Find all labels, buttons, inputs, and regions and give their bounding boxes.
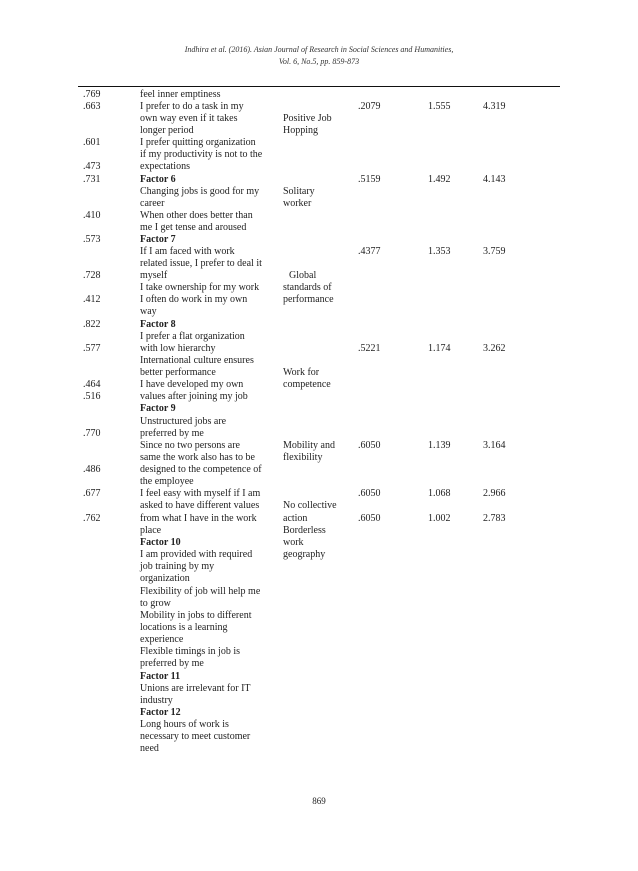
item-text: If I am faced with work (140, 246, 235, 257)
loading-value: .677 (83, 488, 101, 499)
item-text: longer period (140, 125, 194, 136)
factor-name: No collective (283, 500, 337, 511)
item-text: asked to have different values (140, 500, 260, 511)
item-text: same the work also has to be (140, 452, 255, 463)
loading-value: .464 (83, 379, 101, 390)
loading-value: .762 (83, 513, 101, 524)
item-text: Since no two persons are (140, 440, 240, 451)
factor-name: Borderless (283, 525, 326, 536)
item-text: I take ownership for my work (140, 282, 260, 293)
eigenvalue-value: 1.174 (428, 343, 451, 354)
item-text: the employee (140, 476, 194, 487)
loading-value: .728 (83, 270, 101, 281)
item-text: preferred by me (140, 658, 204, 669)
reliability-value: .6050 (358, 488, 381, 499)
factor-name: Hopping (283, 125, 318, 136)
item-text: if my productivity is not to the (140, 149, 263, 160)
table-top-rule (78, 86, 560, 87)
loading-value: .770 (83, 428, 101, 439)
factor-heading: Factor 9 (140, 403, 176, 414)
factor-heading: Factor 7 (140, 234, 176, 245)
factor-name: geography (283, 549, 326, 560)
item-text: When other does better than (140, 210, 253, 221)
item-text: preferred by me (140, 428, 204, 439)
item-text: job training by my (140, 561, 215, 572)
reliability-value: .4377 (358, 246, 381, 257)
loading-value: .601 (83, 137, 101, 148)
item-text: expectations (140, 161, 190, 172)
loading-value: .473 (83, 161, 101, 172)
item-text: own way even if it takes (140, 113, 238, 124)
factor-name: Positive Job (283, 113, 332, 124)
item-text: Unions are irrelevant for IT (140, 683, 251, 694)
item-text: Changing jobs is good for my (140, 186, 260, 197)
running-header (0, 44, 638, 68)
factor-heading: Factor 10 (140, 537, 181, 548)
item-text: industry (140, 695, 173, 706)
factor-name: flexibility (283, 452, 323, 463)
factor-name: Global (289, 270, 317, 281)
loading-value: .731 (83, 174, 101, 185)
loading-value: .577 (83, 343, 101, 354)
reliability-value: .6050 (358, 440, 381, 451)
eigenvalue-value: 1.353 (428, 246, 451, 257)
item-text: necessary to meet customer (140, 731, 251, 742)
item-text: myself (140, 270, 168, 281)
factor-name: Mobility and (283, 440, 335, 451)
item-text: I feel easy with myself if I am (140, 488, 261, 499)
item-text: from what I have in the work (140, 513, 257, 524)
item-text: feel inner emptiness (140, 89, 221, 100)
item-text: to grow (140, 598, 171, 609)
item-text: I prefer quitting organization (140, 137, 256, 148)
factor-name: competence (283, 379, 331, 390)
item-text: I often do work in my own (140, 294, 248, 305)
eigenvalue-value: 1.068 (428, 488, 451, 499)
variance-value: 2.783 (483, 513, 506, 524)
item-text: locations is a learning (140, 622, 228, 633)
item-text: related issue, I prefer to deal it (140, 258, 262, 269)
loading-value: .663 (83, 101, 101, 112)
reliability-value: .5221 (358, 343, 381, 354)
eigenvalue-value: 1.555 (428, 101, 451, 112)
item-text: International culture ensures (140, 355, 254, 366)
eigenvalue-value: 1.002 (428, 513, 451, 524)
item-text: place (140, 525, 162, 536)
item-text: I am provided with required (140, 549, 253, 560)
item-text: way (140, 306, 157, 317)
item-text: I prefer to do a task in my (140, 101, 244, 112)
factor-heading: Factor 8 (140, 319, 176, 330)
reliability-value: .5159 (358, 174, 381, 185)
variance-value: 2.966 (483, 488, 506, 499)
factor-heading: Factor 12 (140, 707, 181, 718)
reliability-value: .2079 (358, 101, 381, 112)
factor-heading: Factor 6 (140, 174, 176, 185)
factor-heading: Factor 11 (140, 671, 181, 682)
item-text: Long hours of work is (140, 719, 229, 730)
factor-name: performance (283, 294, 334, 305)
item-text: need (140, 743, 159, 754)
item-text: better performance (140, 367, 216, 378)
item-text: organization (140, 573, 190, 584)
item-text: Flexible timings in job is (140, 646, 241, 657)
factor-name: Solitary (283, 186, 315, 197)
page-number: 869 (312, 796, 326, 806)
variance-value: 4.319 (483, 101, 506, 112)
item-text: with low hierarchy (140, 343, 216, 354)
header-line-1: Indhira et al. (2016). Asian Journal of Research in Social Sciences and Humanities, (184, 45, 454, 54)
loading-value: .516 (83, 391, 101, 402)
item-text: experience (140, 634, 184, 645)
item-text: Mobility in jobs to different (140, 610, 252, 621)
loading-value: .486 (83, 464, 101, 475)
factor-name: Work for (283, 367, 320, 378)
loading-value: .412 (83, 294, 101, 305)
item-text: I have developed my own (140, 379, 244, 390)
factor-name: work (283, 537, 304, 548)
variance-value: 3.759 (483, 246, 506, 257)
factor-name: action (283, 513, 308, 524)
loading-value: .769 (83, 89, 101, 100)
factor-name: worker (283, 198, 312, 209)
loading-value: .822 (83, 319, 101, 330)
item-text: Flexibility of job will help me (140, 586, 261, 597)
variance-value: 3.262 (483, 343, 506, 354)
item-text: career (140, 198, 165, 209)
eigenvalue-value: 1.492 (428, 174, 451, 185)
item-text: Unstructured jobs are (140, 416, 227, 427)
header-line-2: Vol. 6, No.5, pp. 859-873 (278, 57, 360, 66)
variance-value: 3.164 (483, 440, 506, 451)
item-text: designed to the competence of (140, 464, 262, 475)
loading-value: .573 (83, 234, 101, 245)
variance-value: 4.143 (483, 174, 506, 185)
item-text: I prefer a flat organization (140, 331, 245, 342)
item-text: me I get tense and aroused (140, 222, 247, 233)
loading-value: .410 (83, 210, 101, 221)
reliability-value: .6050 (358, 513, 381, 524)
factor-name: standards of (283, 282, 332, 293)
eigenvalue-value: 1.139 (428, 440, 451, 451)
item-text: values after joining my job (140, 391, 248, 402)
